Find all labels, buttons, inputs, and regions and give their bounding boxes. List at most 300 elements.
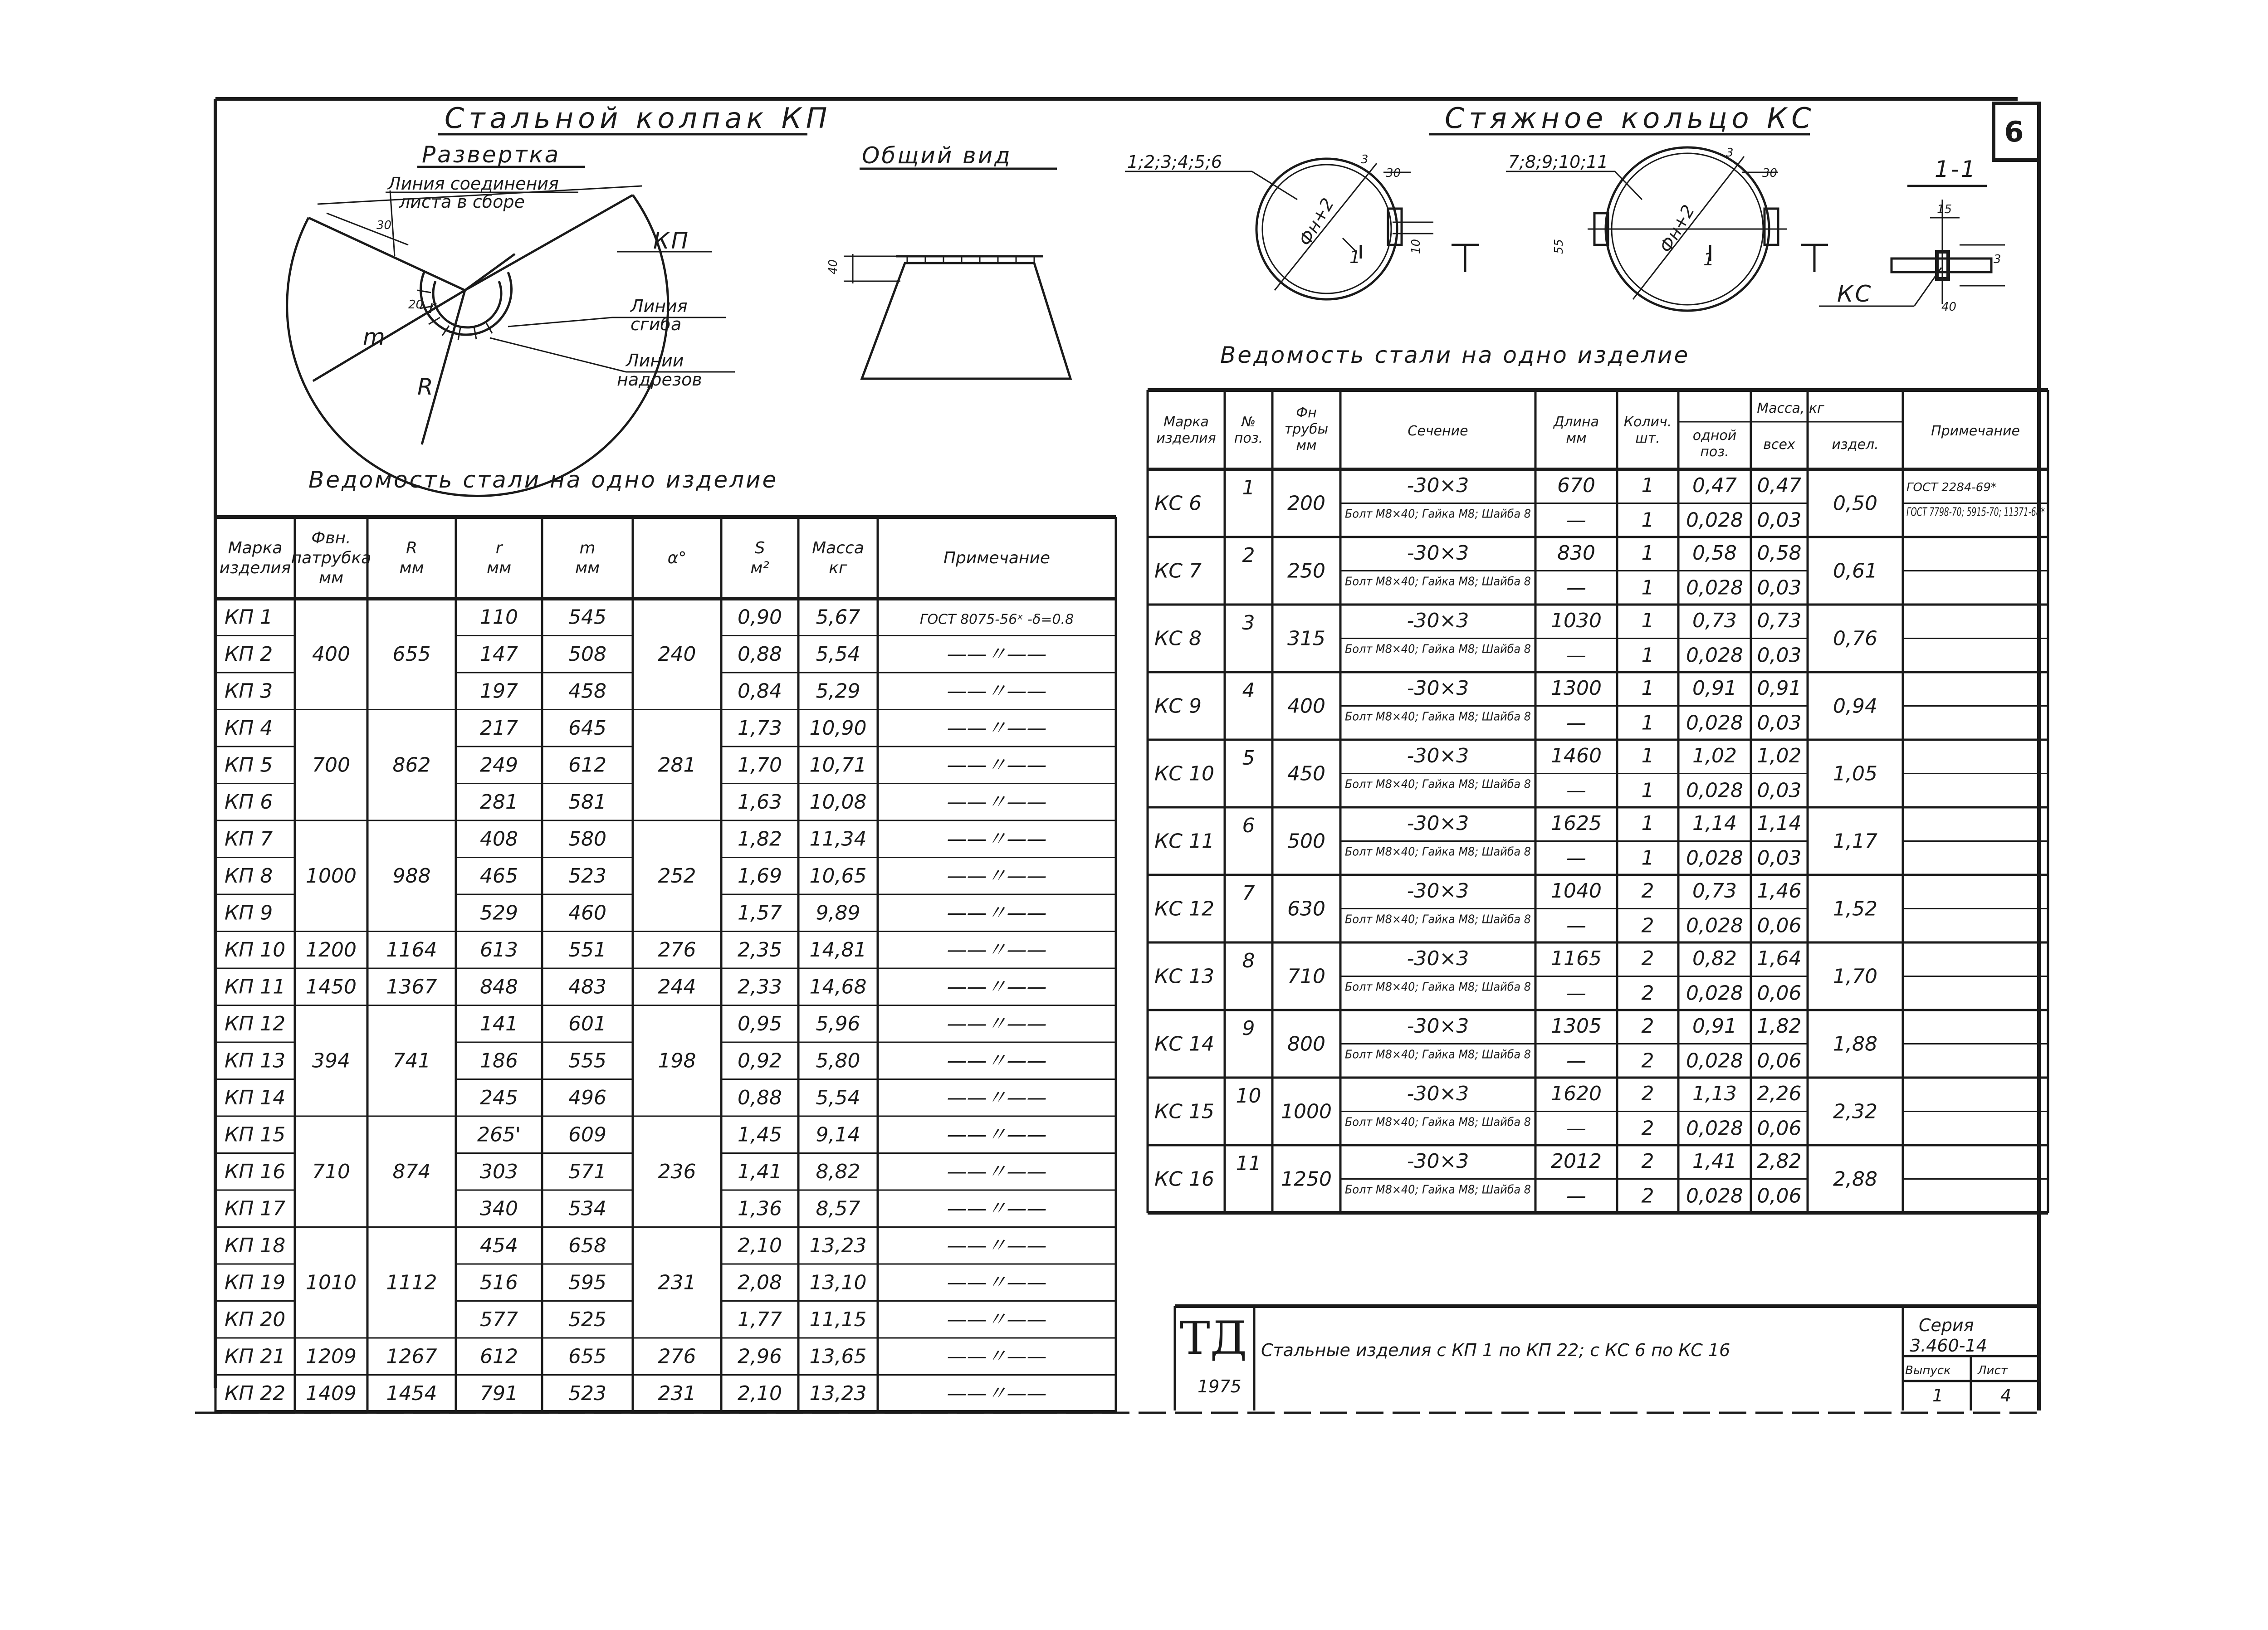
kc-table-header: Сечение (1408, 423, 1468, 439)
kp-table-header: Марка изделия (219, 539, 291, 577)
kc-table-section: -30×3 (1407, 542, 1469, 565)
kc-ring-b-dim30: 30 (1762, 166, 1778, 180)
kc-table-qty: 1 (1641, 542, 1654, 565)
kc-table-mass-total: 1,52 (1833, 897, 1877, 921)
kp-table-cell: 454 (480, 1234, 518, 1257)
kp-table-note: ——〃—— (947, 938, 1047, 961)
kc-table-mark: КС 7 (1154, 559, 1202, 583)
stamp-logo: ТД (1180, 1312, 1247, 1365)
kp-table-mark: КП 14 (225, 1086, 286, 1109)
kc-table-qty: 1 (1641, 812, 1654, 835)
kc-table-section: -30×3 (1407, 1082, 1469, 1105)
kc-ring-drawing-small (1125, 152, 1479, 299)
kp-table-header: m мм (575, 539, 600, 577)
kc-table-qty: 2 (1641, 1082, 1654, 1105)
kc-table-mass: 0,91 (1692, 677, 1737, 700)
kc-table-length: — (1566, 508, 1586, 532)
kc-table-mark: КС 6 (1154, 492, 1202, 515)
kc-table-mass: 0,03 (1757, 508, 1802, 532)
kc-table-poz: 2 (1242, 544, 1255, 567)
kc-table-mark: КС 16 (1154, 1167, 1214, 1191)
kp-table-cell: 1209 (306, 1345, 357, 1368)
kc-table-mark: КС 15 (1154, 1100, 1214, 1123)
kp-table-cell: 13,23 (809, 1381, 867, 1405)
kc-table-header: издел. (1832, 437, 1879, 453)
kp-table-cell: 2,33 (738, 975, 782, 999)
kp-table-cell: 1,69 (738, 864, 782, 888)
kc-table-mass: 0,03 (1757, 644, 1802, 667)
kc-table-mass: 0,47 (1757, 474, 1802, 497)
kc-table-d: 450 (1287, 762, 1325, 786)
kp-table-cell: 0,92 (738, 1049, 782, 1073)
kp-table-cell: 0,95 (738, 1012, 782, 1035)
kc-table-qty: 1 (1641, 644, 1654, 667)
kp-table-cell: 465 (480, 864, 518, 888)
kp-table-cell: 245 (480, 1086, 518, 1109)
kc-table-poz: 1 (1242, 476, 1255, 499)
kc-table-length: — (1566, 576, 1586, 600)
kc-table-length: 1165 (1551, 947, 1602, 970)
kp-table-cell: 458 (568, 679, 606, 703)
kp-table-mark: КП 20 (225, 1308, 286, 1331)
kp-table-cell: 613 (480, 938, 518, 961)
kp-table-note: ——〃—— (947, 1271, 1047, 1294)
kp-table-cell: 1010 (306, 1271, 357, 1294)
kc-table-mass: 0,028 (1686, 846, 1743, 870)
kc-ring-a-dim30: 30 (1386, 166, 1401, 180)
kp-table-cell: 10,65 (809, 864, 867, 888)
kc-table-header: Масса, кг (1757, 400, 1824, 416)
kp-table-cell: 10,71 (809, 753, 867, 777)
kc-table-length: 1460 (1551, 744, 1602, 767)
kp-table-cell: 11,15 (809, 1308, 867, 1331)
kc-table-mass: 0,028 (1686, 1184, 1743, 1208)
kc-table-mass: 1,02 (1757, 744, 1802, 767)
kp-table-cell: 340 (480, 1197, 518, 1220)
kp-table-cell: 281 (480, 790, 518, 814)
kc-table-mass: 1,14 (1757, 812, 1802, 835)
kp-table-cell: 141 (480, 1012, 518, 1035)
kp-table-header: Примечание (943, 549, 1051, 567)
kp-table-mark: КП 5 (225, 753, 273, 777)
kc-table-length: — (1566, 981, 1586, 1005)
kp-table-cell: 276 (658, 938, 696, 961)
kp-table-cell: 0,84 (738, 679, 782, 703)
kc-table-length: 1300 (1551, 677, 1602, 700)
kc-table-qty: 2 (1641, 1015, 1654, 1038)
kc-table-mass: 1,82 (1757, 1015, 1802, 1038)
kc-table-mass: 1,14 (1692, 812, 1737, 835)
kp-table-cell: 655 (392, 642, 431, 666)
kp-obshchiy-vid-label: Общий вид (862, 142, 1012, 169)
kp-table-note: ——〃—— (947, 975, 1047, 999)
kp-table-cell: 1,41 (738, 1160, 782, 1183)
kc-ring-b-cut: 1 (1703, 249, 1715, 269)
kp-table-cell: 595 (568, 1271, 606, 1294)
kp-table-cell: 508 (568, 642, 606, 666)
kp-table-note: ——〃—— (947, 1345, 1047, 1368)
kp-table-cell: 1,57 (738, 901, 782, 925)
kp-table-mark: КП 7 (225, 827, 273, 851)
kc-table-poz: 11 (1236, 1152, 1261, 1175)
kc-ring-a-label: 1;2;3;4;5;6 (1127, 152, 1222, 172)
kc-table-section: -30×3 (1407, 474, 1469, 497)
kp-table-cell: 645 (568, 716, 606, 740)
kp-table-mark: КП 1 (225, 605, 273, 629)
kp-table-cell: 9,89 (816, 901, 860, 925)
kp-table-cell: 534 (568, 1197, 606, 1220)
kc-table-mass-total: 1,05 (1833, 762, 1877, 786)
kc-table-length: — (1566, 914, 1586, 937)
kc-table-fasteners: Болт М8×40; Гайка М8; Шайба 8 (1345, 710, 1531, 724)
kc-table-length: 1305 (1551, 1015, 1602, 1038)
kc-table-qty: 1 (1641, 779, 1654, 802)
kc-table-header: № поз. (1234, 414, 1263, 446)
kc-table-mass-total: 2,88 (1833, 1167, 1877, 1191)
kp-table-cell: 400 (312, 642, 350, 666)
kp-table-cell: 5,80 (816, 1049, 860, 1073)
kp-lista-label: листа в сборе (399, 192, 525, 212)
kc-table-poz: 5 (1242, 747, 1255, 770)
kp-table-cell: 217 (480, 716, 518, 740)
kc-table-section: -30×3 (1407, 812, 1469, 835)
kp-table-cell: 276 (658, 1345, 696, 1368)
kc-table-mass: 2,26 (1757, 1082, 1802, 1105)
title-stamp (1175, 1306, 2041, 1410)
kc-table-section: -30×3 (1407, 947, 1469, 970)
kc-table-length: — (1566, 846, 1586, 870)
kp-table-mark: КП 16 (225, 1160, 286, 1183)
kp-table-cell: 1,70 (738, 753, 782, 777)
kc-table-fasteners: Болт М8×40; Гайка М8; Шайба 8 (1345, 913, 1531, 927)
kp-table-cell: 1267 (386, 1345, 437, 1368)
kc-table-mass: 0,73 (1757, 609, 1802, 632)
kp-table-note: ——〃—— (947, 1381, 1047, 1405)
kc-table-length: 2012 (1551, 1150, 1602, 1173)
kc-table-d: 315 (1287, 627, 1325, 650)
kc-table-header: Колич. шт. (1623, 414, 1672, 446)
kc-table-mass: 0,028 (1686, 576, 1743, 600)
kc-table-d: 400 (1287, 694, 1325, 718)
kp-table-cell: 240 (658, 642, 696, 666)
stamp-year: 1975 (1198, 1376, 1242, 1396)
kp-table-cell: 523 (568, 1381, 606, 1405)
kc-ring-a-dim3: 3 (1361, 153, 1369, 166)
kc-table-mass-total: 0,76 (1833, 627, 1877, 650)
kp-table-note: ——〃—— (947, 1197, 1047, 1220)
kp-table-cell: 5,96 (816, 1012, 860, 1035)
kc-table-poz: 9 (1242, 1017, 1255, 1040)
kc-table-qty: 1 (1641, 711, 1654, 735)
kp-dim-m: m (363, 324, 387, 350)
kp-table-cell: 8,82 (816, 1160, 860, 1183)
kp-dim-40: 40 (826, 259, 840, 274)
kp-table-note: ——〃—— (947, 1234, 1047, 1257)
kp-table-cell: 581 (568, 790, 606, 814)
kc-table-mass: 0,47 (1692, 474, 1737, 497)
kc-table-mass: 0,91 (1692, 1015, 1737, 1038)
kc-table-fasteners: Болт М8×40; Гайка М8; Шайба 8 (1345, 980, 1531, 994)
kp-table-mark: КП 9 (225, 901, 273, 925)
kc-table-header: Примечание (1931, 423, 2020, 439)
kc-table-qty: 2 (1641, 1117, 1654, 1140)
kp-table-cell: 9,14 (816, 1123, 860, 1147)
kc-table-fasteners: Болт М8×40; Гайка М8; Шайба 8 (1345, 1115, 1531, 1129)
kc-table-d: 200 (1287, 492, 1325, 515)
kc-table-length: — (1566, 644, 1586, 667)
kp-table-cell: 741 (392, 1049, 431, 1073)
kc-steel-table (1148, 390, 2048, 1213)
kp-table-cell: 1454 (386, 1381, 437, 1405)
kp-title: Стальной колпак КП (445, 102, 832, 135)
kc-table-d: 1000 (1281, 1100, 1332, 1123)
kc-table-mark: КС 13 (1154, 965, 1214, 988)
kp-table-cell: 710 (312, 1160, 350, 1183)
kp-table-cell: 252 (658, 864, 696, 888)
kp-table-cell: 2,10 (738, 1381, 782, 1405)
kp-table-note: ——〃—— (947, 753, 1047, 777)
stamp-vypusk-label: Выпуск (1905, 1364, 1951, 1377)
kc-table-length: — (1566, 711, 1586, 735)
kc-table-qty: 2 (1641, 947, 1654, 970)
kc-table-header: Марка изделия (1156, 414, 1216, 446)
kp-table-cell: 988 (392, 864, 431, 888)
kc-table-section: -30×3 (1407, 1150, 1469, 1173)
kc-table-fasteners: Болт М8×40; Гайка М8; Шайба 8 (1345, 1183, 1531, 1197)
kc-table-length: 1620 (1551, 1082, 1602, 1105)
kp-table-cell: 1,45 (738, 1123, 782, 1147)
kp-table-cell: 1,82 (738, 827, 782, 851)
kp-table-cell: 1,63 (738, 790, 782, 814)
kp-table-cell: 2,96 (738, 1345, 782, 1368)
kp-steel-table (215, 517, 1116, 1412)
kp-table-mark: КП 21 (225, 1345, 286, 1368)
kc-table-mass: 0,58 (1692, 542, 1737, 565)
kp-table-cell: 516 (480, 1271, 518, 1294)
kp-table-cell: 231 (658, 1381, 696, 1405)
kp-table-cell: 394 (312, 1049, 350, 1073)
stamp-seriya: 3.460-14 (1910, 1336, 1987, 1356)
kp-table-mark: КП 10 (225, 938, 286, 961)
kc-table-header: одной поз. (1692, 428, 1737, 460)
kc-table-d: 1250 (1281, 1167, 1332, 1191)
kp-table-cell: 0,88 (738, 642, 782, 666)
kp-table-cell: 862 (392, 753, 431, 777)
kp-table-note: ——〃—— (947, 1123, 1047, 1147)
kc-table-mark: КС 11 (1154, 830, 1214, 853)
kc-table-poz: 4 (1242, 679, 1255, 702)
kp-table-mark: КП 3 (225, 679, 273, 703)
kp-table-note: ——〃—— (947, 642, 1047, 666)
kp-table-mark: КП 18 (225, 1234, 286, 1257)
kp-table-cell: 8,57 (816, 1197, 860, 1220)
kc-table-mass: 0,58 (1757, 542, 1802, 565)
kc-table-fasteners: Болт М8×40; Гайка М8; Шайба 8 (1345, 575, 1531, 589)
kc-sec-dim3: 3 (1994, 253, 2001, 266)
kc-table-mass: 0,028 (1686, 1049, 1743, 1073)
kp-table-cell: 551 (568, 938, 606, 961)
kp-table-cell: 496 (568, 1086, 606, 1109)
kc-table-section: -30×3 (1407, 879, 1469, 903)
kp-table-cell: 197 (480, 679, 518, 703)
kc-section-1-1 (1819, 156, 2005, 314)
kc-ring-a-cut: 1 (1349, 247, 1361, 267)
kc-sec-dim15: 15 (1937, 203, 1952, 216)
kp-table-mark: КП 19 (225, 1271, 286, 1294)
kc-table-header: Длина мм (1553, 414, 1599, 446)
kc-table-qty: 2 (1641, 1184, 1654, 1208)
kp-table-cell: 601 (568, 1012, 606, 1035)
kc-table-length: 670 (1557, 474, 1595, 497)
kc-table-qty: 1 (1641, 846, 1654, 870)
kc-table-mass: 0,82 (1692, 947, 1737, 970)
kp-table-cell: 408 (480, 827, 518, 851)
kp-table-note: ——〃—— (947, 827, 1047, 851)
kc-title: Стяжное кольцо КС (1445, 102, 1816, 135)
kp-liniya-sgiba-label-1: Линия (631, 296, 688, 316)
kc-table-length: 1030 (1551, 609, 1602, 632)
kc-table-mass: 0,73 (1692, 879, 1737, 903)
kc-table-mass: 0,028 (1686, 711, 1743, 735)
kc-table-mass: 0,028 (1686, 1117, 1743, 1140)
kp-table-cell: 580 (568, 827, 606, 851)
kc-table-poz: 8 (1242, 949, 1255, 972)
kp-kp-label: КП (653, 228, 690, 254)
kp-table-cell: 1450 (306, 975, 357, 999)
kp-table-cell: 198 (658, 1049, 696, 1073)
kp-table-cell: 571 (568, 1160, 606, 1183)
kc-ring-b-dim55: 55 (1552, 239, 1566, 254)
kp-table-cell: 874 (392, 1160, 431, 1183)
kp-table-cell: 791 (480, 1381, 518, 1405)
kc-table-d: 800 (1287, 1032, 1325, 1056)
kp-table-cell: 5,54 (816, 1086, 860, 1109)
kc-sec-dim40: 40 (1941, 300, 1957, 314)
kp-table-cell: 612 (568, 753, 606, 777)
kp-table-note: ——〃—— (947, 716, 1047, 740)
kc-table-qty: 1 (1641, 508, 1654, 532)
kc-table-qty: 1 (1641, 576, 1654, 600)
kp-table-mark: КП 2 (225, 642, 273, 666)
kc-table-mass: 0,03 (1757, 576, 1802, 600)
kp-table-cell: 1,73 (738, 716, 782, 740)
kc-table-note: ГОСТ 7798-70; 5915-70; 11371-68* (1906, 505, 2045, 519)
kp-table-note: ——〃—— (947, 1086, 1047, 1109)
kc-sec-kc: КС (1837, 281, 1873, 307)
kc-table-d: 500 (1287, 830, 1325, 853)
kc-table-d: 630 (1287, 897, 1325, 921)
kp-table-cell: 110 (480, 605, 518, 629)
stamp-list: 4 (2000, 1386, 2012, 1406)
kc-table-mark: КС 12 (1154, 897, 1214, 921)
kp-table-cell: 2,10 (738, 1234, 782, 1257)
kp-table-cell: 231 (658, 1271, 696, 1294)
kc-table-fasteners: Болт М8×40; Гайка М8; Шайба 8 (1345, 642, 1531, 656)
kc-table-poz: 10 (1236, 1084, 1261, 1108)
kc-table-mass: 0,06 (1757, 914, 1802, 937)
kp-dim-r: r (429, 297, 436, 317)
kc-table-mass: 1,13 (1692, 1082, 1737, 1105)
kp-table-cell: 281 (658, 753, 696, 777)
kp-liniya-sgiba-label-2: сгиба (631, 314, 682, 334)
kp-table-cell: 555 (568, 1049, 606, 1073)
kp-table-cell: 2,08 (738, 1271, 782, 1294)
kp-table-cell: 13,65 (809, 1345, 867, 1368)
kc-table-mass: 1,46 (1757, 879, 1802, 903)
kp-table-cell: 236 (658, 1160, 696, 1183)
kc-table-section: -30×3 (1407, 677, 1469, 700)
kp-table-cell: 0,88 (738, 1086, 782, 1109)
kc-table-mass-total: 2,32 (1833, 1100, 1877, 1123)
kp-table-cell: 612 (480, 1345, 518, 1368)
kp-table-cell: 1409 (306, 1381, 357, 1405)
kc-table-mass: 0,06 (1757, 1184, 1802, 1208)
kp-razvertka-label: Развертка (422, 142, 561, 168)
kc-table-mark: КС 9 (1154, 694, 1202, 718)
kc-table-qty: 2 (1641, 914, 1654, 937)
kp-table-cell: 11,34 (809, 827, 867, 851)
kp-table-cell: 577 (480, 1308, 518, 1331)
kc-table-mass: 0,73 (1692, 609, 1737, 632)
kp-table-cell: 529 (480, 901, 518, 925)
kp-table-header: R мм (399, 539, 424, 577)
sheet-number-box (1994, 103, 2039, 160)
kp-table-cell: 525 (568, 1308, 606, 1331)
kp-table-note: ГОСТ 8075-56ˣ -δ=0.8 (919, 611, 1074, 628)
kp-table-note: ——〃—— (947, 1308, 1047, 1331)
kc-table-length: — (1566, 1117, 1586, 1140)
kc-ring-a-d: Фн+2 (1295, 195, 1338, 249)
kc-table-mark: КС 14 (1154, 1032, 1214, 1056)
kp-table-cell: 5,29 (816, 679, 860, 703)
kc-ring-drawing-large (1506, 146, 1828, 311)
kc-table-mass-total: 0,94 (1833, 694, 1877, 718)
kp-table-cell: 13,10 (809, 1271, 867, 1294)
kc-table-qty: 2 (1641, 1150, 1654, 1173)
kp-table-mark: КП 8 (225, 864, 273, 888)
stamp-vypusk: 1 (1932, 1386, 1944, 1406)
kp-table-cell: 1112 (386, 1271, 437, 1294)
kc-table-d: 710 (1287, 965, 1325, 988)
kp-table-cell: 1200 (306, 938, 357, 961)
kc-table-header: всех (1763, 437, 1795, 453)
kp-table-cell: 244 (658, 975, 696, 999)
sheet-number: 6 (2004, 115, 2028, 148)
kp-table-cell: 545 (568, 605, 606, 629)
stamp-title: Стальные изделия с КП 1 по КП 22; с КС 6 по КС 16 (1261, 1340, 1730, 1360)
stamp-seriya-label: Серия (1919, 1315, 1974, 1335)
kp-table-mark: КП 11 (225, 975, 286, 999)
kp-general-view-drawing (826, 254, 1070, 379)
kc-table-mass: 1,41 (1692, 1150, 1737, 1173)
kp-table-cell: 14,81 (809, 938, 867, 961)
kc-table-mass: 0,03 (1757, 846, 1802, 870)
kc-table-mass-total: 0,61 (1833, 559, 1877, 583)
kp-linii-nadrezov-label-2: надрезов (617, 370, 702, 390)
kc-table-qty: 1 (1641, 609, 1654, 632)
kp-table-mark: КП 4 (225, 716, 273, 740)
kp-table-cell: 658 (568, 1234, 606, 1257)
kc-table-mass-total: 1,88 (1833, 1032, 1877, 1056)
kp-table-cell: 249 (480, 753, 518, 777)
kp-table-mark: КП 22 (225, 1381, 286, 1405)
kp-table-cell: 5,67 (816, 605, 860, 629)
kp-dim-20: 20 (408, 298, 424, 312)
kp-table-note: ——〃—— (947, 679, 1047, 703)
kc-table-poz: 6 (1242, 814, 1255, 837)
kc-table-fasteners: Болт М8×40; Гайка М8; Шайба 8 (1345, 777, 1531, 791)
kc-table-qty: 1 (1641, 677, 1654, 700)
